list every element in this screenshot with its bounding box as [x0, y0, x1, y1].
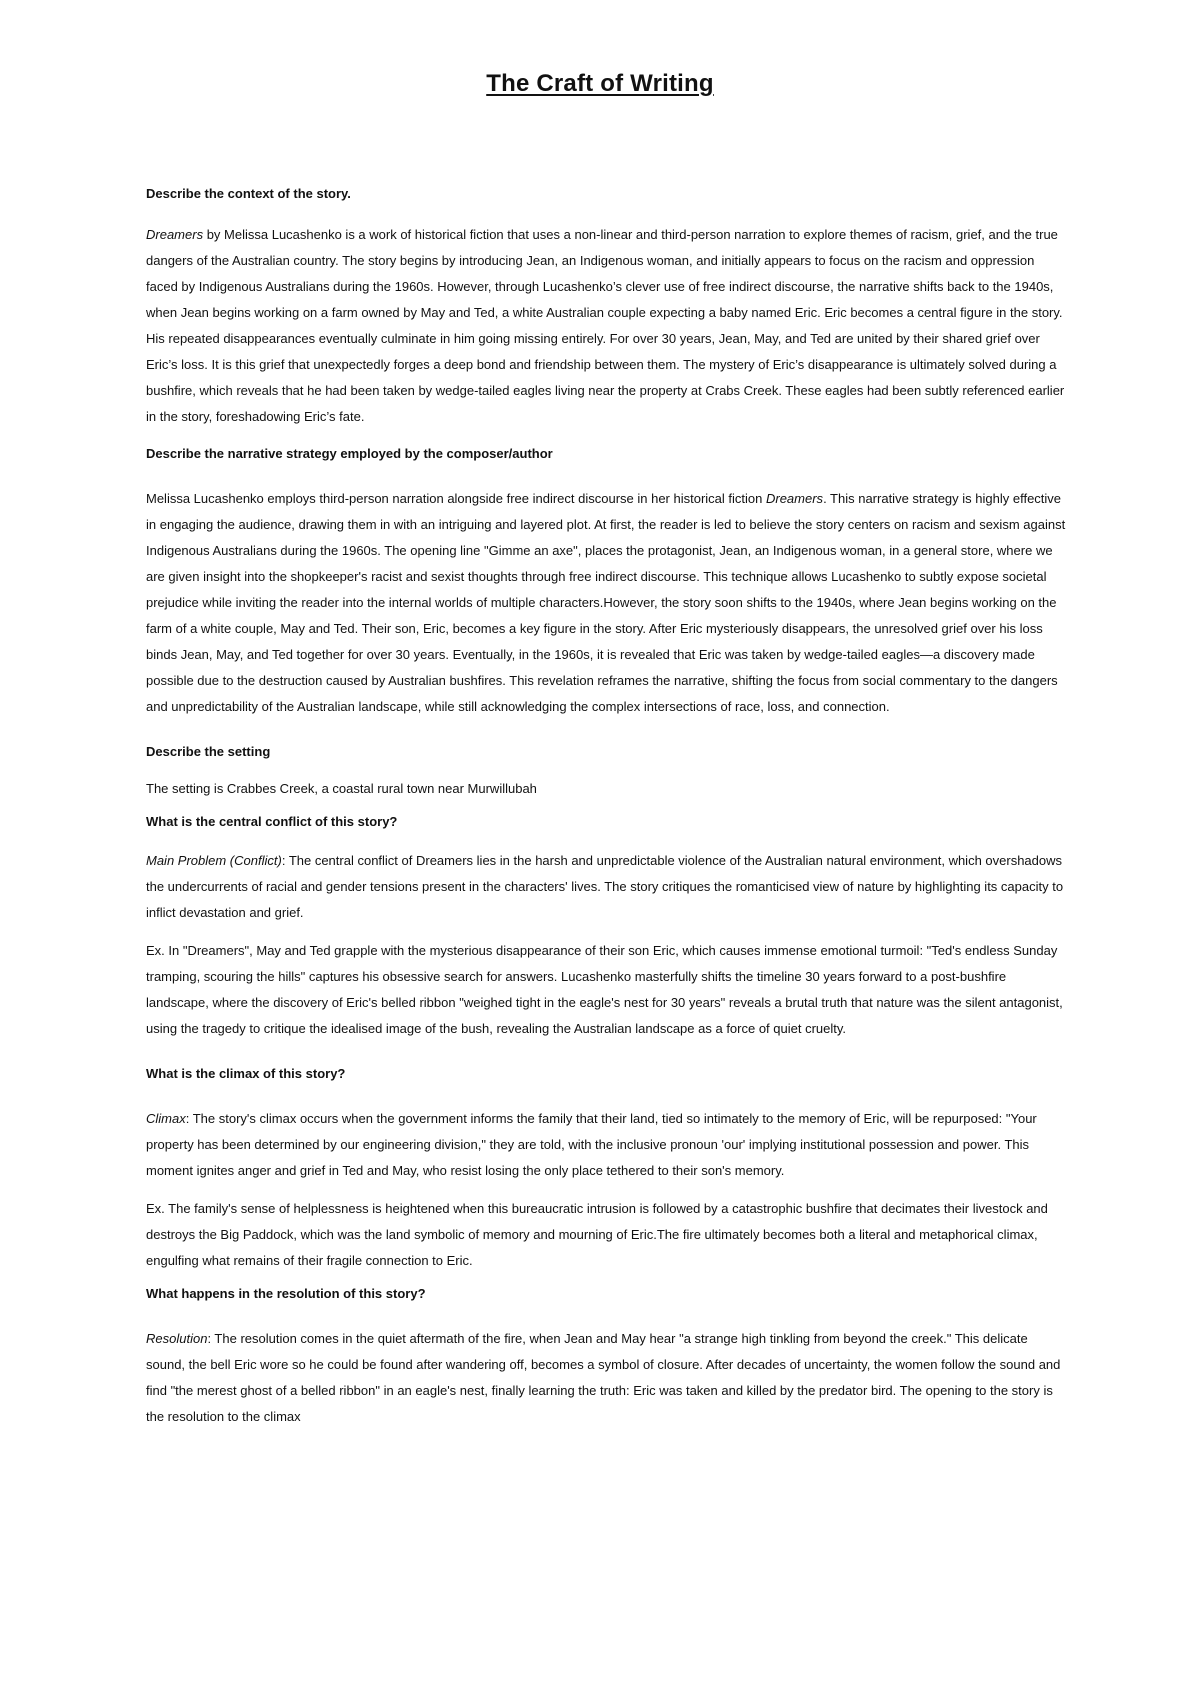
paragraph-text: . This narrative strategy is highly effective in engaging the audience, drawing them in with an intriguing and layered plot. At first, the reader is led to believe the story centers on racism and sexism against Indigenous Australians during the 1960s. The opening line "Gimme an axe", places the protagonist, Jean, an Indigenous woman, in a general store, where we are given insight into the shopkeeper's racist and sexist thoughts through free indirect discourse. This technique allows Lucashenko to subtly expose societal prejudice while inviting the reader into the internal worlds of multiple characters.However, the story soon shifts to the 1940s, where Jean begins working on the farm of a white couple, May and Ted. Their son, Eric, becomes a key figure in the story. After Eric mysteriously disappears, the unresolved grief over his loss binds Jean, May, and Ted together for over 30 years. Eventually, in the 1960s, it is revealed that Eric was taken by wedge-tailed eagles—a discovery made possible due to the destruction caused by Australian bushfires. This revelation reframes the narrative, shifting the focus from social commentary to the dangers and unpredictability of the Australian landscape, while still acknowledging the complex intersections of race, loss, and connection.	[146, 491, 1066, 714]
question-central-conflict: What is the central conflict of this story?	[146, 814, 398, 829]
question-resolution: What happens in the resolution of this story?	[146, 1286, 426, 1301]
document-title: The Craft of Writing	[486, 70, 714, 97]
paragraph-climax-example: Ex. The family's sense of helplessness is heightened when this bureaucratic intrusion is followed by a catastrophic bushfire that decimates their livestock and destroys the Big Paddock, which was the land symbolic of memory and mourning of Eric.The fire ultimately becomes both a literal and metaphorical climax, engulfing what remains of their fragile connection to Eric.	[146, 1201, 1048, 1268]
paragraph-narrative-strategy	[146, 486, 1066, 720]
paragraph-text: : The resolution comes in the quiet aftermath of the fire, when Jean and May hear "a strange high tinkling from beyond the creek." This delicate sound, the bell Eric wore so he could be found after wandering off, becomes a symbol of closure. After decades of uncertainty, the women follow the sound and find "the merest ghost of a belled ribbon" in an eagle's nest, finally learning the truth: Eric was taken and killed by the predator bird. The opening to the story is the resolution to the climax	[146, 1331, 1061, 1424]
paragraph-context	[146, 222, 1066, 430]
paragraph-text: : The story's climax occurs when the government informs the family that their land, tied so intimately to the memory of Eric, will be repurposed: "Your property has been determined by our engineering division," they are told, with the inclusive pronoun 'our' implying institutional possession and power. This moment ignites anger and grief in Ted and May, who resist losing the only place tethered to their son's memory.	[146, 1111, 1037, 1178]
question-setting: Describe the setting	[146, 744, 271, 759]
question-context: Describe the context of the story.	[146, 186, 351, 201]
italic-lead: Main Problem (Conflict)	[146, 853, 282, 868]
document-body	[146, 184, 1066, 1430]
italic-lead: Climax	[146, 1111, 186, 1126]
paragraph-conflict-example: Ex. In "Dreamers", May and Ted grapple with the mysterious disappearance of their son Eric, which causes immense emotional turmoil: "Ted's endless Sunday tramping, scouring the hills" captures his obsessive search for answers. Lucashenko masterfully shifts the timeline 30 years forward to a post-bushfire landscape, where the discovery of Eric's belled ribbon "weighed tight in the eagle's nest for 30 years" reveals a brutal truth that nature was the silent antagonist, using the tragedy to critique the idealised image of the bush, revealing the Australian landscape as a force of quiet cruelty.	[146, 943, 1063, 1036]
paragraph-resolution	[146, 1326, 1066, 1430]
italic-title: Dreamers	[765, 491, 824, 506]
question-narrative-strategy: Describe the narrative strategy employed by the composer/author	[146, 446, 553, 461]
paragraph-setting: The setting is Crabbes Creek, a coastal rural town near Murwillubah	[146, 781, 537, 796]
question-climax: What is the climax of this story?	[146, 1066, 346, 1081]
italic-lead: Dreamers	[146, 227, 204, 242]
italic-lead: Resolution	[146, 1331, 208, 1346]
paragraph-climax	[146, 1106, 1066, 1184]
paragraph-conflict	[146, 848, 1066, 926]
paragraph-text: by Melissa Lucashenko is a work of historical fiction that uses a non-linear and third-person narration to explore themes of racism, grief, and the true dangers of the Australian country. The story begins by introducing Jean, an Indigenous woman, and initially appears to focus on the racism and oppression faced by Indigenous Australians during the 1960s. However, through Lucashenko’s clever use of free indirect discourse, the narrative shifts back to the 1940s, when Jean begins working on a farm owned by May and Ted, a white Australian couple expecting a baby named Eric. Eric becomes a central figure in the story. His repeated disappearances eventually culminate in him going missing entirely. For over 30 years, Jean, May, and Ted are united by their shared grief over Eric’s loss. It is this grief that unexpectedly forges a deep bond and friendship between them. The mystery of Eric’s disappearance is ultimately solved during a bushfire, which reveals that he had been taken by wedge-tailed eagles living near the property at Crabs Creek. These eagles had been subtly referenced earlier in the story, foreshadowing Eric’s fate.	[146, 227, 1065, 424]
paragraph-text: : The central conflict of Dreamers lies in the harsh and unpredictable violence of the Australian natural environment, which overshadows the undercurrents of racial and gender tensions present in the characters' lives. The story critiques the romanticised view of nature by highlighting its capacity to inflict devastation and grief.	[146, 853, 1064, 920]
paragraph-text: Melissa Lucashenko employs third-person narration alongside free indirect discourse in her historical fiction	[146, 491, 766, 506]
